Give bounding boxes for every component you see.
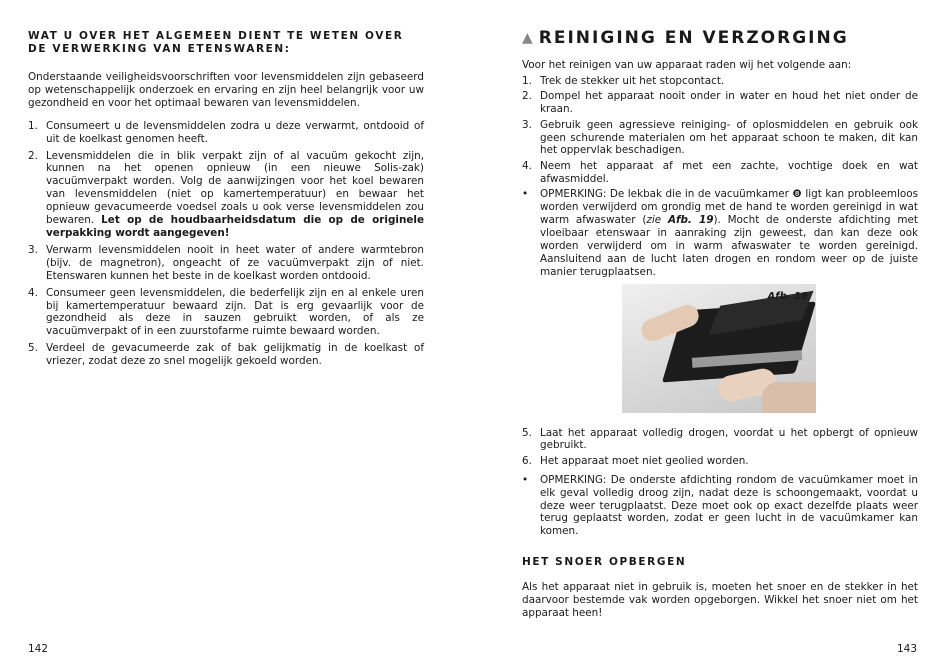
item-number: 5. [28, 342, 38, 355]
list-item [28, 287, 424, 339]
triangle-icon: ▲ [522, 30, 533, 46]
note-label: OPMERKING: [540, 188, 607, 201]
note-part: ligt kan probleemloos worden verwijderd om grondig met de hand te worden gereinigd in wat warm afwaswater ( [540, 188, 918, 226]
item-text: Verdeel de gevacumeerde zak of bak gelijkmatig in de koelkast of vriezer, zodat deze zo snel mogelijk gekoeld worden. [46, 342, 424, 368]
item-text: Verwarm levensmiddelen nooit in heet water of andere warmtebron (bijv. de magnetron), ongeacht of ze vacuümverpakt zijn of niet. Etenswaren kunnen het beste in de koelkast worden ontdooid. [46, 243, 424, 282]
heading-text: REINIGING EN VERZORGING [538, 28, 849, 48]
item-text-wrapper [46, 150, 424, 240]
left-page [28, 0, 424, 660]
note-part: De onderste afdichting rondom de vacuümkamer moet in elk geval volledig droog zijn, nadat deze is schoongemaakt, voordat u deze weer terugplaatst. Deze moet ook op exact dezelfde plaats weer terug geplaatst worden, zodat er geen lucht in de vacuümkamer kan komen. [540, 473, 918, 538]
list-item [522, 160, 918, 186]
page-number-right: 143 [896, 643, 917, 655]
item-number: 2. [28, 149, 38, 162]
left-intro: Onderstaande veiligheidsvoorschriften voor levensmiddelen zijn gebaseerd op wetenschappelijk onderzoek en ervaring en zijn heel belangrijk voor uw gezondheid en voor het optimaal bewaren van levensmiddelen. [28, 71, 424, 109]
food-safety-list [28, 120, 424, 368]
arm-image [762, 382, 816, 413]
figure-label: Afb. 19 [767, 290, 808, 302]
list-item [522, 90, 918, 116]
item-number: 3. [522, 118, 532, 131]
item-text: Consumeer geen levensmiddelen, die bederfelijk zijn en al enkele uren bij kamertemperatuur bewaard zijn. Dat is erg gevaarlijk voor de gezondheid als deze in sauzen gebruikt worden, of als ze vacuümverpakt of in een zuurstofarme ruimte bewaard worden. [46, 286, 424, 338]
list-item [522, 455, 918, 468]
note-item [522, 474, 918, 539]
bullet: • [522, 473, 529, 486]
item-number: 1. [28, 119, 38, 132]
item-number: 4. [522, 159, 532, 172]
right-page [522, 0, 918, 660]
part-number-badge: ❽ [792, 188, 802, 201]
item-number: 3. [28, 243, 38, 256]
list-item [522, 427, 918, 453]
left-heading: WAT U OVER HET ALGEMEEN DIENT TE WETEN OVER DE VERWERKING VAN ETENSWAREN: [28, 30, 404, 55]
cleaning-steps-continued [522, 427, 918, 468]
note-text [540, 188, 918, 278]
right-intro: Voor het reinigen van uw apparaat raden wij het volgende aan: [522, 59, 852, 71]
item-text: Consumeert u de levensmiddelen zodra u deze verwarmt, ontdooid of uit de koelkast genomen heeft. [46, 119, 424, 145]
list-item [28, 244, 424, 283]
item-number: 2. [522, 90, 532, 103]
bullet: • [522, 188, 529, 201]
item-text: Trek de stekker uit het stopcontact. [540, 74, 725, 87]
cleaning-steps [522, 75, 918, 186]
list-item [522, 75, 918, 88]
note-label: OPMERKING: [540, 473, 607, 486]
item-number: 5. [522, 426, 532, 439]
note-list-1 [522, 188, 918, 278]
cable-storage-text: Als het apparaat niet in gebruik is, moeten het snoer en de stekker in het daarvoor bestemde vak worden opgeborgen. Wikkel het snoer niet om het apparaat heen! [522, 581, 918, 620]
figure-photo [622, 284, 816, 413]
cable-storage-heading: HET SNOER OPBERGEN [522, 556, 687, 569]
item-text: Dompel het apparaat nooit onder in water en houd het niet onder de kraan. [540, 90, 918, 116]
note-item [522, 188, 918, 278]
note-part: ). Mocht de onderste afdichting met vloeibaar etenswaar in aanraking zijn geweest, dan kan deze ook worden verwijderd om in warm afwaswater te worden gereinigd. Aansluitend aan de lucht laten drogen en rondom weer op de juiste manier terugplaatsen. [540, 213, 918, 278]
item-number: 4. [28, 286, 38, 299]
item-text: Gebruik geen agressieve reiniging- of oplosmiddelen en gebruik ook geen schurende materialen om het apparaat schoon te maken, dit kan het oppervlak beschadigen. [540, 118, 918, 157]
item-text: Laat het apparaat volledig drogen, voordat u het opbergt of opnieuw gebruikt. [540, 426, 918, 452]
page-number-left: 142 [28, 643, 49, 655]
note-text [540, 474, 918, 539]
item-warning: Let op de houdbaarheidsdatum die op de originele verpakking wordt aangegeven! [46, 214, 425, 239]
note-list-2 [522, 474, 918, 539]
figure-ref-prefix: zie [646, 213, 668, 226]
right-heading [522, 28, 918, 48]
list-item [28, 120, 424, 146]
item-number: 6. [522, 454, 532, 467]
list-item [28, 342, 424, 368]
item-text: Neem het apparaat af met een zachte, vochtige doek en wat afwasmiddel. [540, 159, 918, 185]
item-text: Het apparaat moet niet geolied worden. [540, 454, 749, 467]
figure-ref: Afb. 19 [667, 213, 714, 226]
list-item [28, 150, 424, 240]
item-text: Levensmiddelen die in blik verpakt zijn of al vacuüm gekocht zijn, kunnen na het openen opnieuw (in een nieuwe Solis-zak) vacuümverpakt worden. Volg de aanwijzingen voor het koel bewaren van levensmiddelen (niet op kamertemperatuur) en bewaar het opnieuw gevacumeerde voedsel zoals u ook verse levensmiddelen zou bewaren. [46, 149, 424, 227]
note-part: De lekbak die in de vacuümkamer [606, 188, 793, 201]
item-number: 1. [522, 74, 532, 87]
list-item [522, 119, 918, 158]
